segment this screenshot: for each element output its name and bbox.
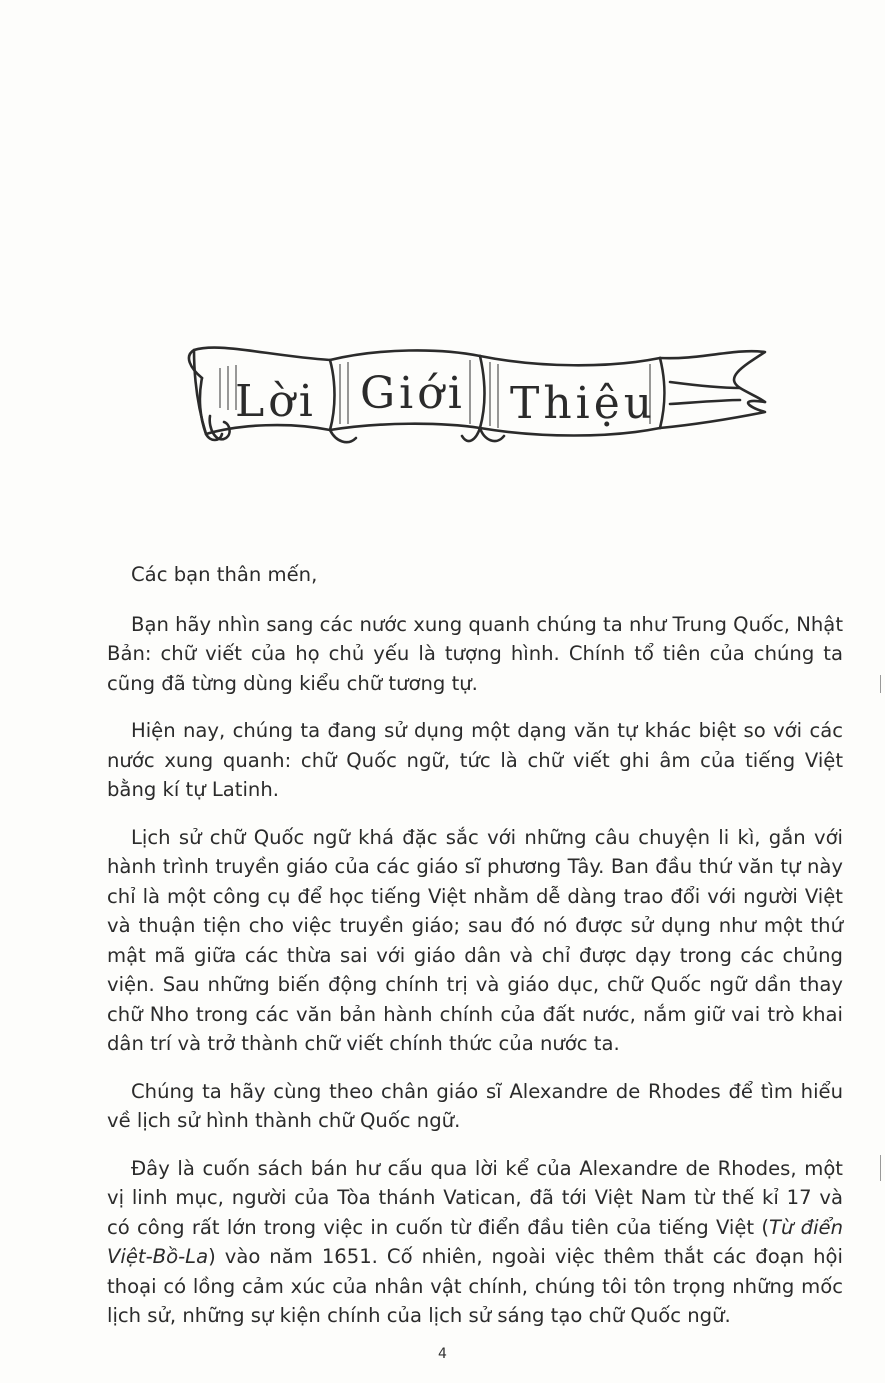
edge-mark: [880, 675, 881, 693]
paragraph-3: Lịch sử chữ Quốc ngữ khá đặc sắc với những câu chuyện li kì, gắn với hành trình truyền giáo của các giáo sĩ phương Tây. Ban đầu thứ văn tự này chỉ là một công cụ để học tiếng Việt nhằm dễ dàng trao đổi với người Việt và thuận tiện cho việc truyền giáo; sau đó nó được sử dụng như một thứ mật mã giữa các thừa sai với giáo dân và chỉ được dạy trong các chủng viện. Sau những biến động chính trị và giáo dục, chữ Quốc ngữ dần thay chữ Nho trong các văn bản hành chính của đất nước, nắm giữ vai trò khai dân trí và trở thành chữ viết chính thức của nước ta.: [107, 825, 843, 1055]
greeting-paragraph: Các bạn thân mến,: [131, 563, 318, 586]
paragraph-4: Chúng ta hãy cùng theo chân giáo sĩ Alexandre de Rhodes để tìm hiểu về lịch sử hình thành chữ Quốc ngữ.: [107, 1079, 843, 1132]
dictionary-title: Từ điển Việt-Bồ-La: [107, 1215, 843, 1268]
heading-word-3: Thiệu: [510, 378, 657, 429]
heading-word-2: Giới: [360, 368, 466, 419]
intro-body: [107, 560, 843, 1349]
paragraph-2: Hiện nay, chúng ta đang sử dụng một dạng văn tự khác biệt so với các nước xung quanh: chữ Quốc ngữ, tức là chữ viết ghi âm của tiếng Việt bằng kí tự Latinh.: [107, 719, 843, 801]
paragraph-1: Bạn hãy nhìn sang các nước xung quanh chúng ta như Trung Quốc, Nhật Bản: chữ viết của họ chủ yếu là tượng hình. Chính tổ tiên của chúng ta cũng đã từng dùng kiểu chữ tương tự.: [107, 612, 843, 695]
title-banner: [180, 338, 770, 458]
paragraph-5: [107, 1154, 843, 1331]
ribbon-scroll-icon: [180, 338, 770, 458]
paragraph-5-part-2: ) vào năm 1651. Cố nhiên, ngoài việc thêm thắt các đoạn hội thoại có lồng cảm xúc của nhân vật chính, chúng tôi tôn trọng những mốc lịch sử, những sự kiện chính của lịch sử sáng tạo chữ Quốc ngữ.: [107, 1245, 843, 1327]
edge-mark: [880, 1155, 881, 1181]
heading-word-1: Lời: [235, 376, 317, 427]
paragraph-5-part-1: Đây là cuốn sách bán hư cấu qua lời kể của Alexandre de Rhodes, một vị linh mục, người của Tòa thánh Vatican, đã tới Việt Nam từ thế kỉ 17 và có công rất lớn trong việc in cuốn từ điển đầu tiên của tiếng Việt (: [107, 1156, 843, 1239]
page-number: 4: [438, 1346, 447, 1362]
